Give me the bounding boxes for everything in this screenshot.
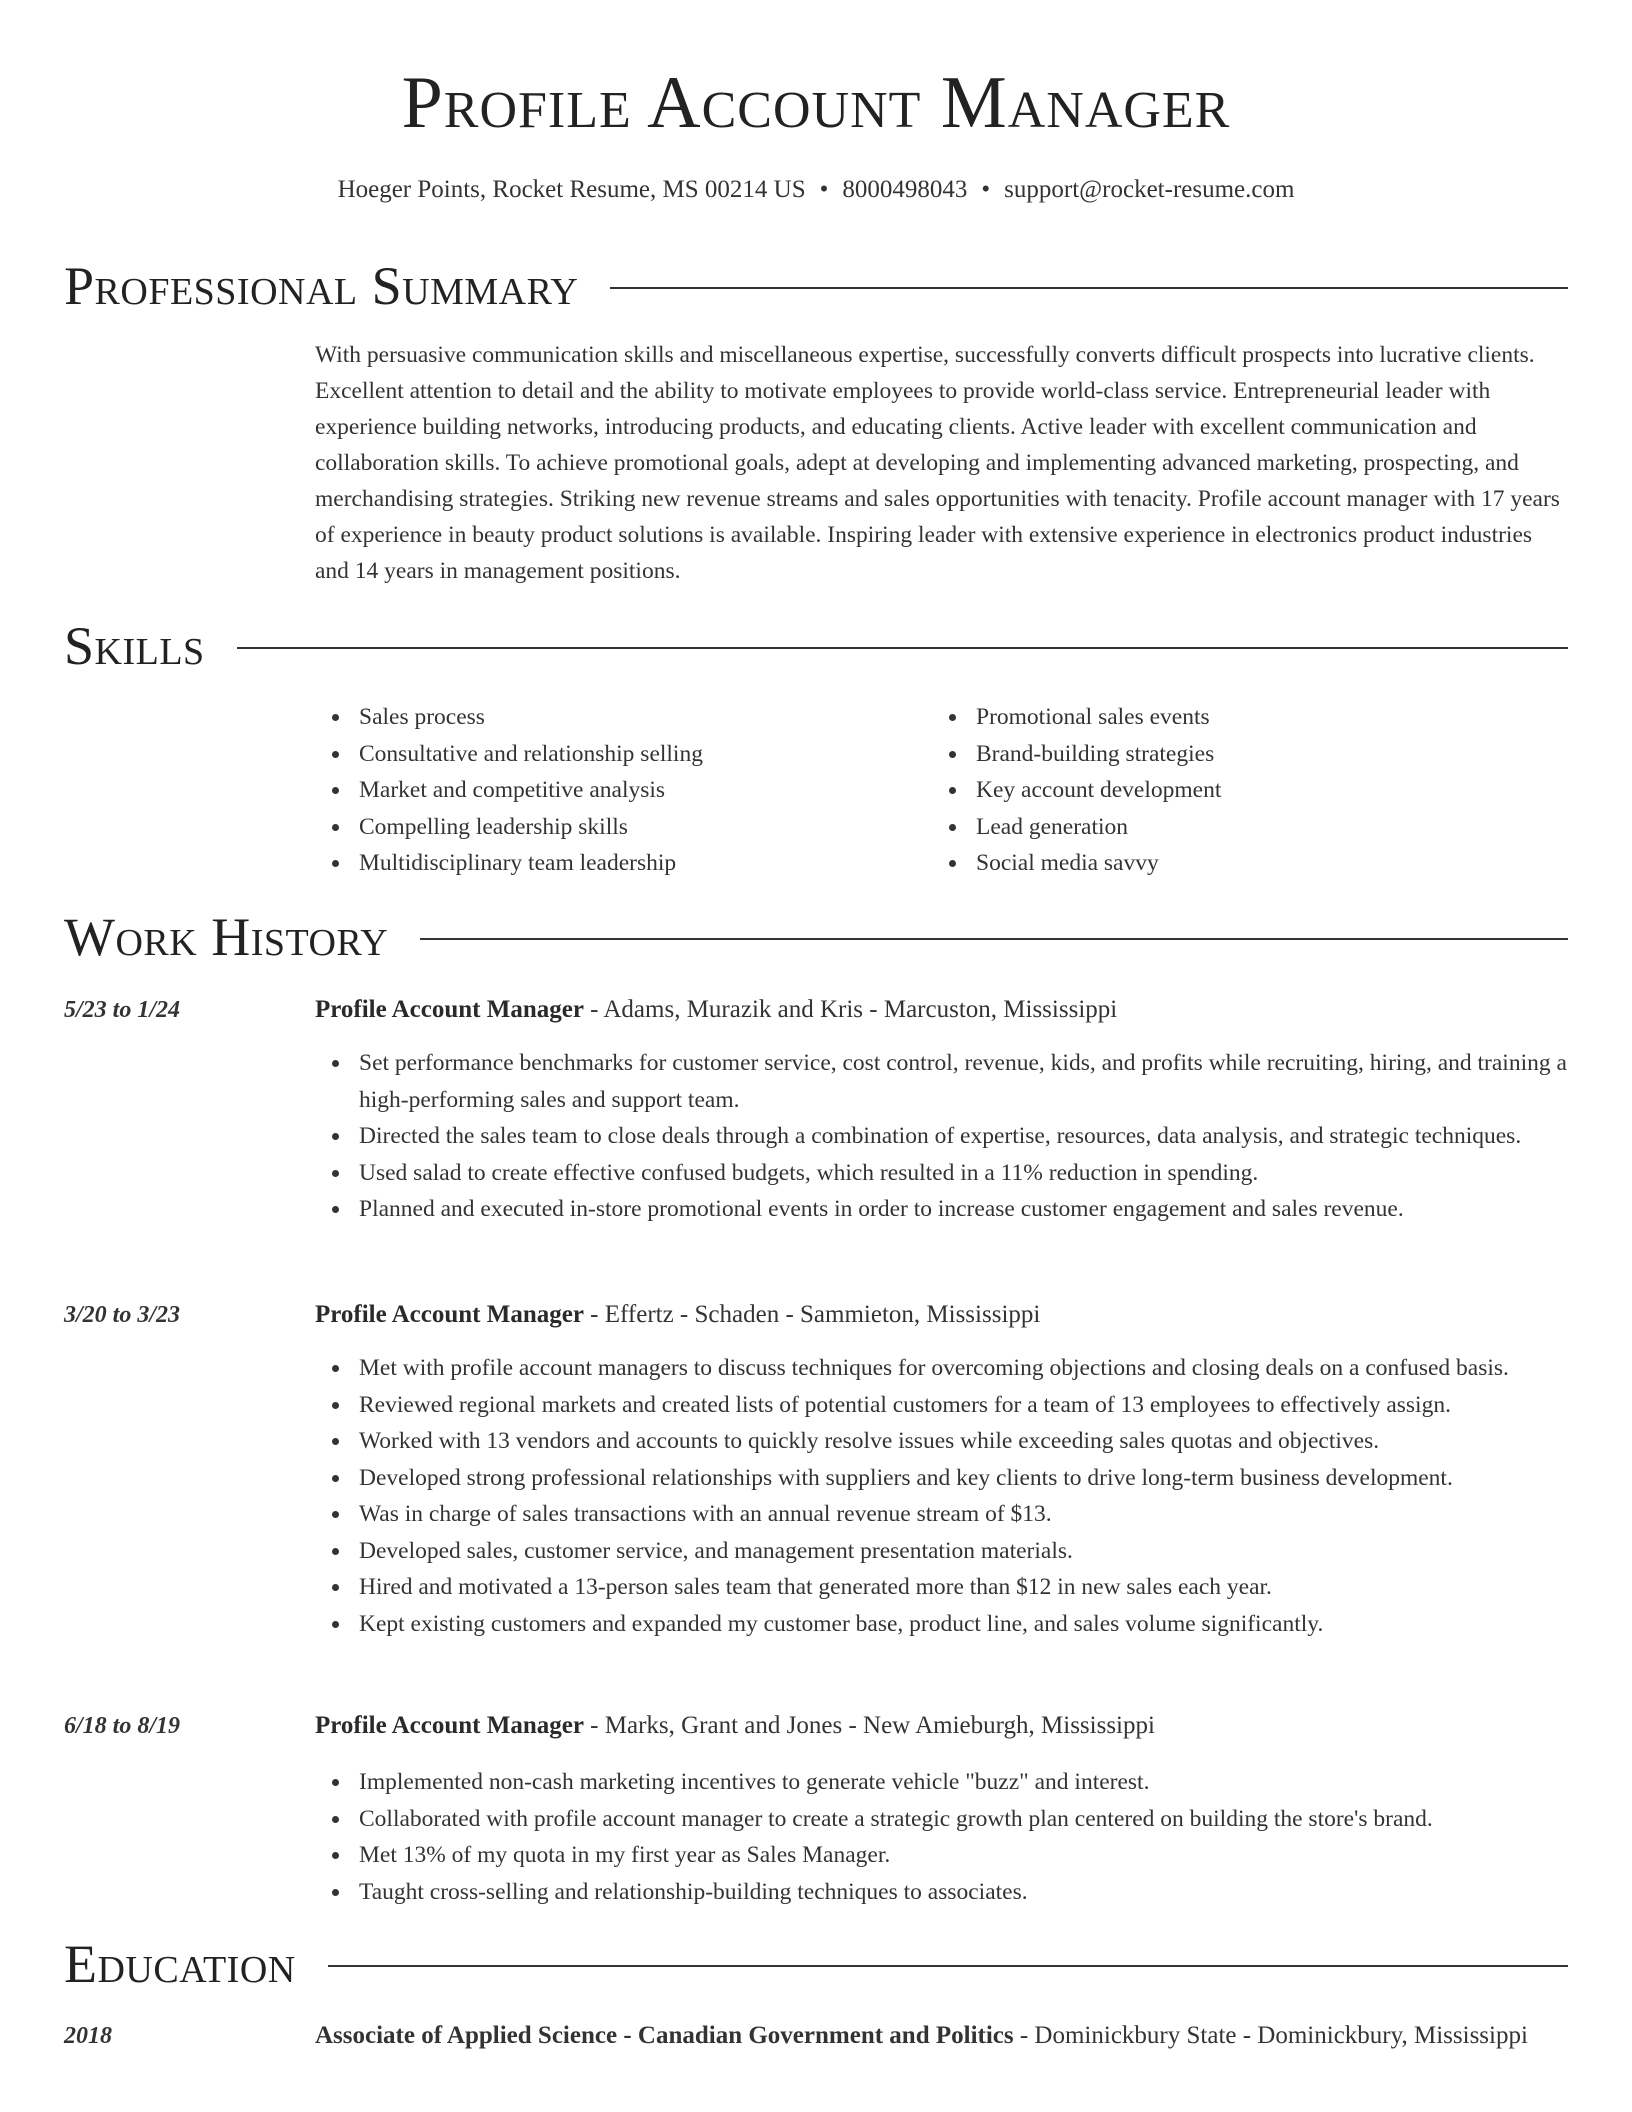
education-entry — [315, 2016, 1570, 2056]
skill-item: Lead generation — [932, 809, 1549, 846]
skill-item: Social media savvy — [932, 845, 1549, 882]
job-dates: 6/18 to 8/19 — [64, 1713, 181, 1739]
job-bullet: Directed the sales team to close deals through a combination of expertise, resources, data analysis, and strategic techniques. — [315, 1118, 1570, 1155]
skill-item: Sales process — [315, 699, 932, 736]
job-bullet: Developed strong professional relationships with suppliers and key clients to drive long-term business development. — [315, 1460, 1570, 1497]
resume-name: Profile Account Manager — [401, 62, 1231, 144]
job-bullet: Hired and motivated a 13-person sales team that generated more than $12 in new sales each year. — [315, 1569, 1570, 1606]
section-divider — [610, 287, 1568, 289]
job-bullet: Developed sales, customer service, and management presentation materials. — [315, 1533, 1570, 1570]
job-bullet: Collaborated with profile account manager to create a strategic growth plan centered on building the store's brand. — [315, 1801, 1570, 1838]
skill-item: Consultative and relationship selling — [315, 736, 932, 773]
skills-list — [315, 699, 1565, 882]
job-title: Profile Account Manager — [315, 1301, 584, 1328]
section-divider — [237, 647, 1568, 649]
section-header-summary — [64, 254, 1568, 318]
section-title-education: Education — [64, 1934, 296, 1994]
section-divider — [420, 938, 1568, 940]
education-year: 2018 — [64, 2023, 112, 2049]
section-title-skills: Skills — [64, 616, 205, 676]
job-title: Profile Account Manager — [315, 1712, 584, 1739]
job-bullet: Implemented non-cash marketing incentives to generate vehicle "buzz" and interest. — [315, 1764, 1570, 1801]
job-bullet: Taught cross-selling and relationship-building techniques to associates. — [315, 1874, 1570, 1911]
skill-item: Brand-building strategies — [932, 736, 1549, 773]
job-bullet: Was in charge of sales transactions with an annual revenue stream of $13. — [315, 1496, 1570, 1533]
job-bullet-list — [315, 1764, 1570, 1910]
section-header-education — [64, 1932, 1568, 1996]
section-divider — [328, 1965, 1568, 1967]
contact-line — [0, 172, 1632, 208]
job-bullet: Kept existing customers and expanded my customer base, product line, and sales volume significantly. — [315, 1606, 1570, 1643]
job-bullet: Met 13% of my quota in my first year as Sales Manager. — [315, 1837, 1570, 1874]
job-bullet: Used salad to create effective confused budgets, which resulted in a 11% reduction in spending. — [315, 1155, 1570, 1192]
section-title-work: Work History — [64, 907, 389, 967]
skill-item: Compelling leadership skills — [315, 809, 932, 846]
section-header-work — [64, 905, 1568, 969]
job-dates: 5/23 to 1/24 — [64, 997, 181, 1023]
section-title-summary: Professional Summary — [64, 256, 579, 316]
education-school: - Dominickbury State - Dominickbury, Mississippi — [1013, 2022, 1528, 2049]
contact-email: support@rocket-resume.com — [1004, 176, 1295, 203]
skill-item: Key account development — [932, 772, 1549, 809]
job-bullet-list — [315, 1045, 1570, 1228]
job-dates: 3/20 to 3/23 — [64, 1302, 181, 1328]
skills-column-right — [932, 699, 1549, 882]
job-bullet: Planned and executed in-store promotional events in order to increase customer engagement and sales revenue. — [315, 1191, 1570, 1228]
job-heading — [315, 992, 1572, 1028]
job-heading — [315, 1297, 1572, 1333]
contact-separator: • — [819, 176, 829, 203]
job-bullet: Met with profile account managers to discuss techniques for overcoming objections and closing deals on a confused basis. — [315, 1350, 1570, 1387]
skill-item: Market and competitive analysis — [315, 772, 932, 809]
job-bullet-list — [315, 1350, 1570, 1642]
education-degree: Associate of Applied Science - Canadian Government and Politics — [315, 2022, 1014, 2049]
job-title: Profile Account Manager — [315, 996, 584, 1023]
job-heading — [315, 1708, 1572, 1744]
skills-column-left — [315, 699, 932, 882]
skill-item: Multidisciplinary team leadership — [315, 845, 932, 882]
job-bullet: Worked with 13 vendors and accounts to quickly resolve issues while exceeding sales quotas and objectives. — [315, 1423, 1570, 1460]
job-bullet: Reviewed regional markets and created lists of potential customers for a team of 13 employees to effectively assign. — [315, 1387, 1570, 1424]
job-company-location: - Marks, Grant and Jones - New Amieburgh, Mississippi — [583, 1712, 1155, 1739]
job-bullet: Set performance benchmarks for customer service, cost control, revenue, kids, and profits while recruiting, hiring, and training a high-performing sales and support team. — [315, 1045, 1570, 1118]
contact-address: Hoeger Points, Rocket Resume, MS 00214 US — [337, 176, 806, 203]
section-header-skills — [64, 614, 1568, 678]
summary-text: With persuasive communication skills and miscellaneous expertise, successfully converts difficult prospects into lucrative clients. Excellent attention to detail and the ability to motivate employees to provide world-class service. Entrepreneurial leader with experience building networks, introducing products, and educating clients. Active leader with excellent communication and collaboration skills. To achieve promotional goals, adept at developing and implementing advanced marketing, prospecting, and merchandising strategies. Striking new revenue streams and sales opportunities with tenacity. Profile account manager with 17 years of experience in beauty product solutions is available. Inspiring leader with extensive experience in electronics product industries and 14 years in management positions. — [315, 342, 1560, 584]
contact-separator: • — [981, 176, 991, 203]
contact-phone: 8000498043 — [842, 176, 968, 203]
skill-item: Promotional sales events — [932, 699, 1549, 736]
job-company-location: - Effertz - Schaden - Sammieton, Mississippi — [583, 1301, 1041, 1328]
job-company-location: - Adams, Murazik and Kris - Marcuston, Mississippi — [583, 996, 1118, 1023]
